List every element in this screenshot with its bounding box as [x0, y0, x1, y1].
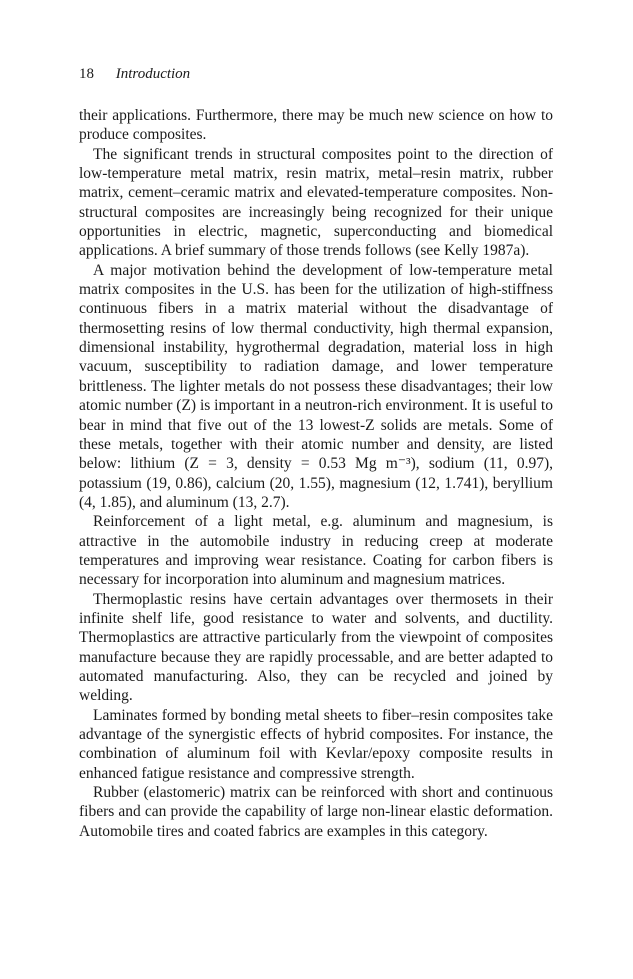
paragraph-structural-trends: The significant trends in structural composites point to the direction of low-temperature metal matrix, resin matrix, metal–resin matrix, rubber matrix, cement–ceramic matrix and elevated-temperature composites. Non-structural composites are increasingly being recognized for their unique opportunities in electric, magnetic, superconducting and biomedical applications. A brief summary of those trends follows (see Kelly 1987a).: [79, 145, 553, 260]
running-title: Introduction: [115, 66, 191, 82]
paragraph-thermoplastics: Thermoplastic resins have certain advantages over thermosets in their infinite shelf life, good resistance to water and solvents, and ductility. Thermoplastics are attractive particularly from the viewpoint of composites manufacture because they are rapidly processable, and are better adapted to automated manufacturing. Also, they can be recycled and joined by welding.: [79, 590, 553, 705]
paragraph-continued: their applications. Furthermore, there may be much new science on how to produce composites.: [79, 107, 553, 144]
paragraph-light-metal: Reinforcement of a light metal, e.g. aluminum and magnesium, is attractive in the automobile industry in reducing creep at moderate temperatures and improving wear resistance. Coating for carbon fibers is necessary for incorporation into aluminum and magnesium matrices.: [79, 513, 553, 589]
paragraph-laminates: Laminates formed by bonding metal sheets to fiber–resin composites take advantage of the synergistic effects of hybrid composites. For instance, the combination of aluminum foil with Kevlar/epoxy composite results in enhanced fatigue resistance and compressive strength.: [79, 706, 553, 782]
paragraph-rubber-matrix: Rubber (elastomeric) matrix can be reinforced with short and continuous fibers and can provide the capability of large non-linear elastic deformation. Automobile tires and coated fabrics are examples in this category.: [79, 784, 553, 840]
paragraph-metal-matrix: A major motivation behind the development of low-temperature metal matrix composites in the U.S. has been for the utilization of high-stiffness continuous fibers in a matrix material without the disadvantage of thermosetting resins of low thermal conductivity, high thermal expansion, dimensional instability, hygrothermal degradation, material loss in high vacuum, susceptibility to radiation damage, and lower temperature brittleness. The lighter metals do not possess these disadvantages; their low atomic number (Z) is important in a neutron-rich environment. It is useful to bear in mind that five out of the 13 lowest-Z solids are metals. Some of these metals, together with their atomic number and density, are listed below: lithium (Z = 3, density = 0.53 Mg m⁻³), sodium (11, 0.97), potassium (19, 0.86), calcium (20, 1.55), magnesium (12, 1.741), beryllium (4, 1.85), and aluminum (13, 2.7).: [79, 261, 553, 511]
page-header: [79, 64, 190, 84]
body-text: [79, 106, 553, 841]
page-number: 18: [79, 66, 94, 82]
